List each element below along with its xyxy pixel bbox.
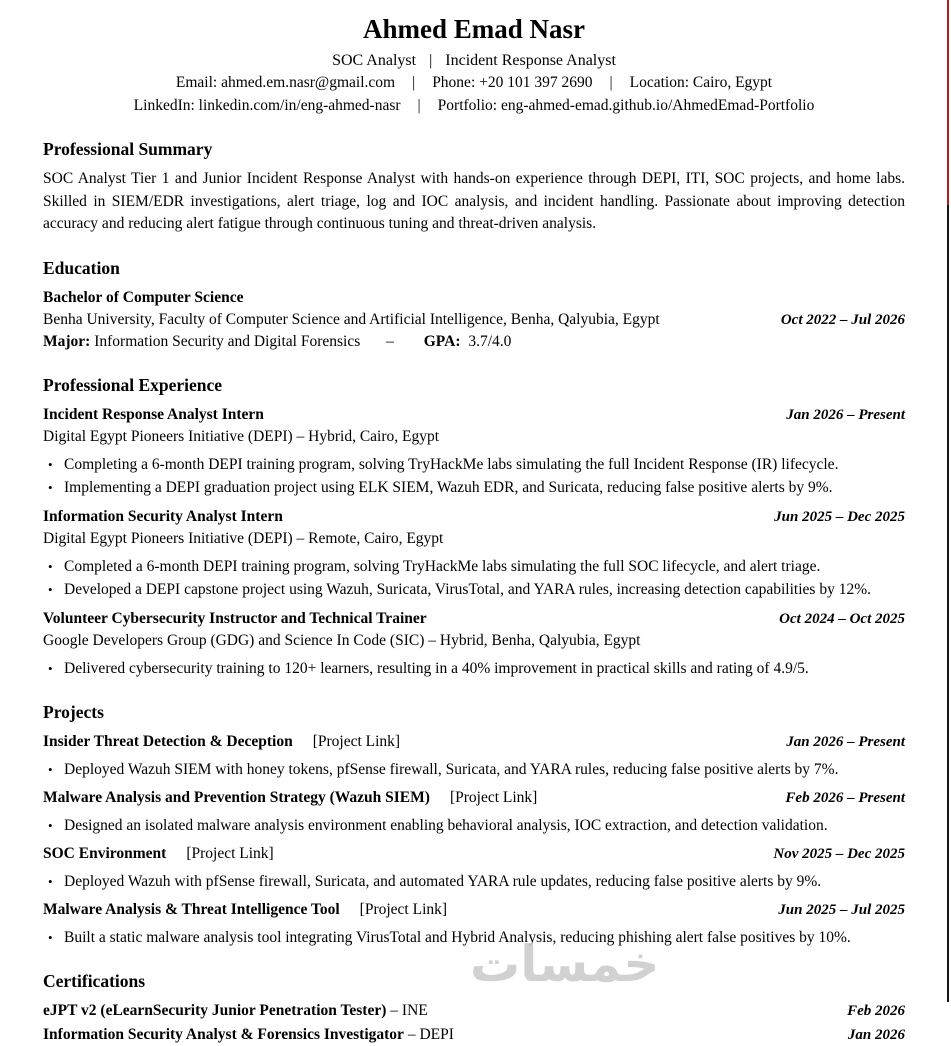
- section-projects: [43, 701, 905, 949]
- project-soc-environment: [43, 843, 905, 893]
- contact-email[interactable]: Email: ahmed.em.nasr@gmail.com: [175, 74, 396, 91]
- contact-row-2: [43, 95, 905, 117]
- education-major-row: [43, 331, 905, 353]
- summary-text: SOC Analyst Tier 1 and Junior Incident Response Analyst with hands-on experience through DEPI, ITI, SOC projects, and home labs. Skilled in SIEM/EDR investigations, alert triage, log and IOC analysis, and incident handling. Passionate about improving detection accuracy and reducing alert fatigue through continuous tuning and threat-driven analysis.: [43, 170, 905, 232]
- major-gpa-dash: –: [386, 332, 394, 350]
- contact-separator: |: [412, 74, 416, 91]
- job-title-row: [43, 608, 905, 630]
- project-bullets: [43, 814, 905, 837]
- contact-portfolio[interactable]: Portfolio: eng-ahmed-emad.github.io/AhmedEmad-Portfolio: [437, 97, 815, 114]
- candidate-name: Ahmed Emad Nasr: [362, 14, 585, 44]
- role-separator: |: [429, 52, 433, 69]
- summary-heading: Professional Summary: [43, 139, 213, 159]
- project-title: Malware Analysis & Threat Intelligence Tool [Project Link]: [43, 900, 448, 918]
- section-certifications: [43, 970, 905, 1046]
- job-volunteer-instructor: [43, 608, 905, 680]
- bullet-marker: •: [48, 873, 53, 889]
- contact-separator: |: [417, 97, 421, 114]
- project-malware-prevention: [43, 787, 905, 837]
- education-heading: Education: [43, 257, 120, 278]
- job-title: Incident Response Analyst Intern: [43, 405, 264, 423]
- bullet-marker: •: [48, 929, 53, 945]
- job-infosec-analyst-intern: [43, 506, 905, 601]
- job-title: Volunteer Cybersecurity Instructor and Technical Trainer: [43, 609, 427, 627]
- project-title: Malware Analysis and Prevention Strategy (Wazuh SIEM) [Project Link]: [43, 788, 538, 806]
- gpa-label: GPA:: [423, 332, 461, 350]
- project-bullet: [43, 814, 905, 837]
- job-org: Digital Egypt Pioneers Initiative (DEPI) – Remote, Cairo, Egypt: [43, 529, 444, 547]
- project-bullet: [43, 870, 905, 893]
- project-malware-threat-intel: [43, 899, 905, 949]
- project-dates: Nov 2025 – Dec 2025: [773, 845, 905, 862]
- gpa-value: 3.7/4.0: [468, 332, 512, 350]
- job-org: Digital Egypt Pioneers Initiative (DEPI) – Hybrid, Cairo, Egypt: [43, 427, 440, 445]
- job-title: Information Security Analyst Intern: [43, 507, 283, 525]
- job-bullets: [43, 555, 905, 601]
- project-bullet: [43, 926, 905, 949]
- bullet-marker: •: [48, 479, 53, 495]
- project-dates: Jun 2025 – Jul 2025: [778, 901, 905, 918]
- bullet-marker: •: [48, 817, 53, 833]
- education-degree: Bachelor of Computer Science: [43, 288, 244, 306]
- project-title: Insider Threat Detection & Deception [Project Link]: [43, 732, 401, 750]
- projects-heading: Projects: [43, 701, 104, 722]
- contact-phone: Phone: +20 101 397 2690: [432, 74, 593, 91]
- bullet-marker: •: [48, 660, 53, 676]
- section-professional-summary: [43, 138, 905, 236]
- bullet-marker: •: [48, 456, 53, 472]
- education-dates: Oct 2022 – Jul 2026: [780, 311, 905, 328]
- project-title-row: [43, 899, 905, 921]
- bullet-marker: •: [48, 761, 53, 777]
- education-school-row: [43, 309, 905, 331]
- project-title-row: [43, 843, 905, 865]
- project-bullet-text: Deployed Wazuh with pfSense firewall, Suricata, and automated YARA rule updates, reducing false positive alerts by 9%.: [64, 872, 822, 890]
- education-school: Benha University, Faculty of Computer Science and Artificial Intelligence, Benha, Qalyubia, Egypt: [43, 310, 660, 328]
- job-bullet-text: Implementing a DEPI graduation project using ELK SIEM, Wazuh EDR, and Suricata, reducing false positive alerts by 9%.: [64, 478, 833, 496]
- project-bullet-text: Built a static malware analysis tool integrating VirusTotal and Hybrid Analysis, reducing phishing alert false positives by 10%.: [64, 928, 851, 946]
- project-title-row: [43, 731, 905, 753]
- project-link[interactable]: [Project Link]: [312, 732, 401, 750]
- project-insider-threat: [43, 731, 905, 781]
- job-incident-response-intern: [43, 404, 905, 499]
- major-label: Major:: [43, 332, 91, 350]
- project-bullet-text: Deployed Wazuh SIEM with honey tokens, pfSense firewall, Suricata, and YARA rules, reducing false positive alerts by 7%.: [64, 760, 839, 778]
- role-incident-response: Incident Response Analyst: [445, 52, 616, 69]
- job-dates: Jun 2025 – Dec 2025: [774, 508, 905, 525]
- job-bullet-text: Delivered cybersecurity training to 120+ learners, resulting in a 40% improvement in practical skills and rating of 4.9/5.: [64, 659, 809, 677]
- section-education: [43, 257, 905, 353]
- contact-location: Location: Cairo, Egypt: [629, 74, 773, 91]
- job-title-row: [43, 404, 905, 426]
- khamsat-watermark: خمسات: [470, 935, 660, 993]
- project-bullets: [43, 758, 905, 781]
- job-bullet-text: Completed a 6-month DEPI training program, solving TryHackMe labs simulating the full SOC lifecycle, and alert triage.: [64, 557, 821, 575]
- project-dates: Jan 2026 – Present: [786, 733, 905, 750]
- project-bullets: [43, 870, 905, 893]
- project-title: SOC Environment [Project Link]: [43, 844, 274, 862]
- contact-separator: |: [609, 74, 613, 91]
- job-bullets: [43, 657, 905, 680]
- job-bullet: [43, 555, 905, 578]
- experience-heading: Professional Experience: [43, 374, 223, 395]
- job-bullet: [43, 453, 905, 476]
- role-soc-analyst: SOC Analyst: [332, 52, 417, 69]
- job-bullet: [43, 578, 905, 601]
- job-org: Google Developers Group (GDG) and Science In Code (SIC) – Hybrid, Benha, Qalyubia, Egypt: [43, 631, 641, 649]
- page-edge-accent: [947, 0, 949, 205]
- cert-text: eJPT v2 (eLearnSecurity Junior Penetration Tester) – INE: [43, 1001, 428, 1019]
- major-value: Information Security and Digital Forensics: [94, 332, 361, 350]
- project-link[interactable]: [Project Link]: [359, 900, 448, 918]
- project-dates: Feb 2026 – Present: [785, 789, 905, 806]
- job-bullet: [43, 476, 905, 499]
- bullet-marker: •: [48, 558, 53, 574]
- job-dates: Oct 2024 – Oct 2025: [779, 610, 905, 627]
- project-link[interactable]: [Project Link]: [186, 844, 274, 862]
- project-title-row: [43, 787, 905, 809]
- cert-text: Information Security Analyst & Forensics Investigator – DEPI: [43, 1025, 454, 1043]
- certifications-heading: Certifications: [43, 970, 146, 991]
- cert-dates: Jan 2026: [847, 1026, 905, 1043]
- job-title-row: [43, 506, 905, 528]
- resume-header: [43, 13, 905, 117]
- cert-infosec-forensics: [43, 1024, 905, 1046]
- project-bullets: [43, 926, 905, 949]
- cert-dates: Feb 2026: [847, 1002, 905, 1019]
- contact-row-1: [43, 72, 905, 94]
- job-bullet: [43, 657, 905, 680]
- candidate-roles: [43, 50, 905, 71]
- project-link[interactable]: [Project Link]: [449, 788, 538, 806]
- job-bullets: [43, 453, 905, 499]
- bullet-marker: •: [48, 581, 53, 597]
- job-bullet-text: Completing a 6-month DEPI training program, solving TryHackMe labs simulating the full Incident Response (IR) lifecycle.: [64, 455, 839, 473]
- job-dates: Jan 2026 – Present: [786, 406, 905, 423]
- job-bullet-text: Developed a DEPI capstone project using Wazuh, Suricata, VirusTotal, and YARA rules, increasing detection capabilities by 12%.: [64, 580, 871, 598]
- cert-ejpt: [43, 1000, 905, 1022]
- contact-linkedin[interactable]: LinkedIn: linkedin.com/in/eng-ahmed-nasr: [133, 97, 401, 114]
- section-experience: [43, 374, 905, 680]
- project-bullet: [43, 758, 905, 781]
- project-bullet-text: Designed an isolated malware analysis environment enabling behavioral analysis, IOC extraction, and detection validation.: [64, 816, 828, 834]
